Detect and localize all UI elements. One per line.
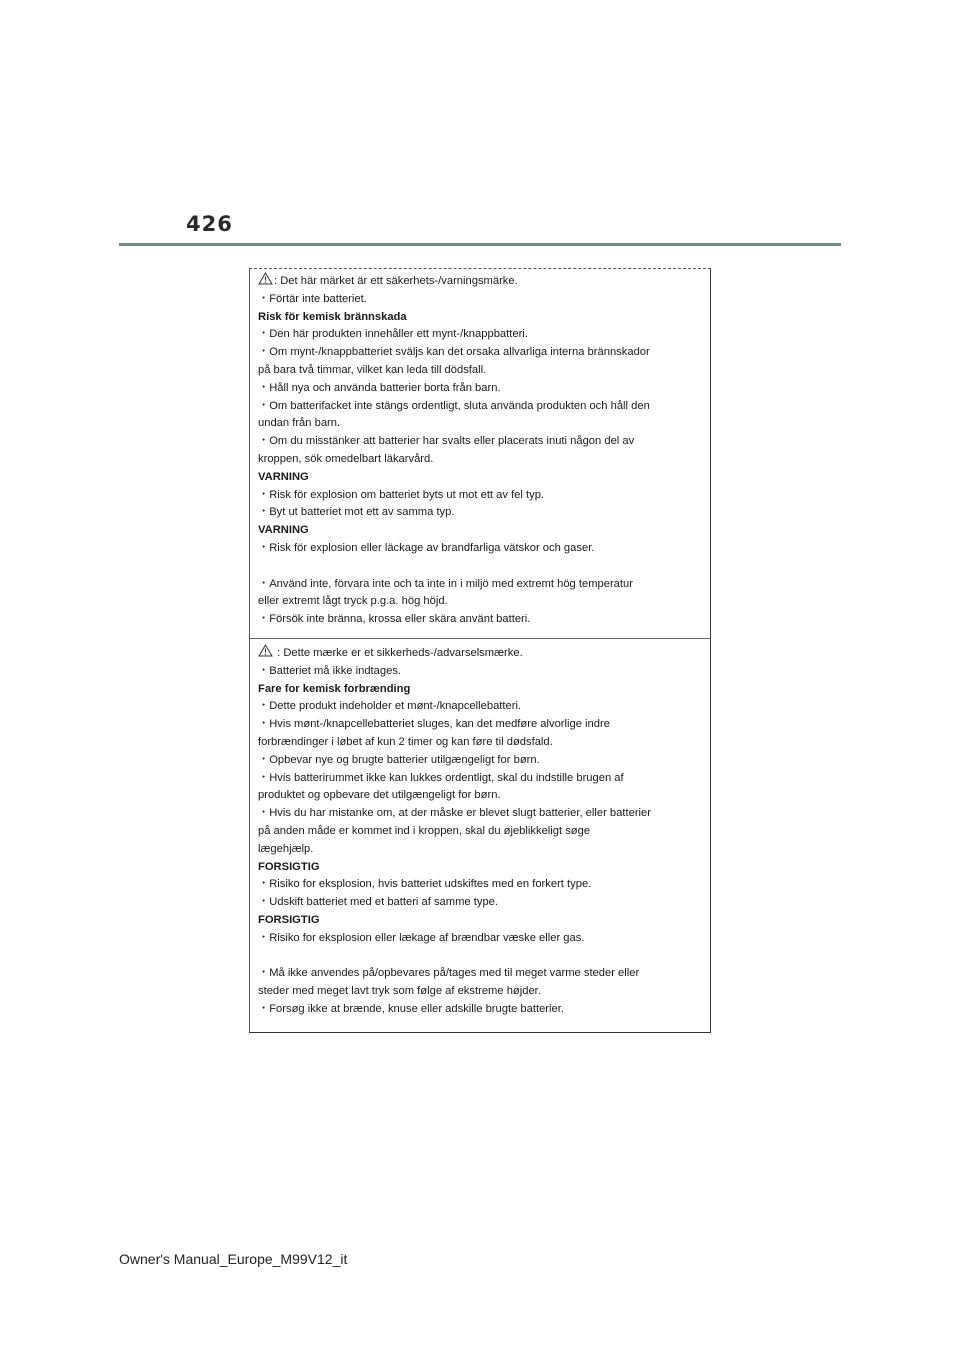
warning-text-line xyxy=(258,326,698,344)
warning-text-line xyxy=(258,805,698,823)
line-text: VARNING xyxy=(258,524,309,537)
warning-triangle-icon xyxy=(258,272,273,285)
line-text: FORSIGTIG xyxy=(258,860,320,873)
line-text: ・Udskift batteriet med et batteri af samme type. xyxy=(258,896,499,909)
line-text: ・Byt ut batteriet mot ett av samma typ. xyxy=(258,506,455,519)
line-text: ・Risiko for eksplosion eller lækage af brændbar væske eller gas. xyxy=(258,931,585,944)
warning-text-line xyxy=(258,930,698,948)
line-text: ・Håll nya och använda batterier borta från barn. xyxy=(258,381,501,394)
line-text: steder med meget lavt tryk som følge af ekstreme højder. xyxy=(258,985,541,998)
warning-text-line xyxy=(258,698,698,716)
swedish-warning-section xyxy=(258,272,698,629)
line-text: lægehjælp. xyxy=(258,842,314,855)
warning-text-line xyxy=(258,380,698,398)
box-bottom-border xyxy=(249,1032,711,1033)
header-rule xyxy=(119,243,841,246)
warning-text-line xyxy=(258,344,698,362)
warning-text-line xyxy=(258,716,698,734)
warning-text-line xyxy=(258,752,698,770)
warning-text-line xyxy=(258,362,698,380)
warning-text-line xyxy=(258,823,698,841)
line-text: ・Hvis du har mistanke om, at der måske er blevet slugt batterier, eller batterier xyxy=(258,807,651,820)
line-text: ・Om batterifacket inte stängs ordentligt, sluta använda produkten och håll den xyxy=(258,399,650,412)
warning-text-line xyxy=(258,983,698,1001)
line-text: eller extremt lågt tryck p.g.a. hög höjd. xyxy=(258,595,448,608)
warning-text-line xyxy=(258,770,698,788)
line-text: ・Risk för explosion eller läckage av brandfarliga vätskor och gaser. xyxy=(258,541,595,554)
line-text: ・Om du misstänker att batterier har svalts eller placerats inuti någon del av xyxy=(258,435,635,448)
warning-heading xyxy=(258,912,698,930)
warning-text-line xyxy=(258,876,698,894)
line-text: ・Hvis mønt-/knapcellebatteriet sluges, kan det medføre alvorlige indre xyxy=(258,718,610,731)
warning-text-line xyxy=(258,272,698,291)
warning-text-line xyxy=(258,841,698,859)
line-text: ・Risk för explosion om batteriet byts ut mot ett av fel typ. xyxy=(258,488,545,501)
warning-text-line xyxy=(258,593,698,611)
warning-text-line xyxy=(258,734,698,752)
warning-heading xyxy=(258,522,698,540)
warning-text-line xyxy=(258,787,698,805)
warning-text-line xyxy=(258,415,698,433)
line-text: ・Förtär inte batteriet. xyxy=(258,292,367,305)
line-text: ・Forsøg ikke at brænde, knuse eller adskille brugte batterier. xyxy=(258,1002,564,1015)
warning-heading xyxy=(258,469,698,487)
warning-text-line xyxy=(258,291,698,309)
warning-text-line xyxy=(258,894,698,912)
warning-text-line xyxy=(258,398,698,416)
line-text: : Det här märket är ett säkerhets-/varningsmärke. xyxy=(274,275,518,287)
warning-text-line xyxy=(258,965,698,983)
paragraph-gap xyxy=(258,558,698,576)
line-text: VARNING xyxy=(258,470,309,483)
line-text: undan från barn. xyxy=(258,417,341,430)
warning-text-line xyxy=(258,504,698,522)
line-text: ・Opbevar nye og brugte batterier utilgængeligt for børn. xyxy=(258,753,540,766)
paragraph-gap xyxy=(258,948,698,966)
line-text: produktet og opbevare det utilgængeligt for børn. xyxy=(258,789,501,802)
warning-text-line xyxy=(258,540,698,558)
footer-manual-id: Owner's Manual_Europe_M99V12_it xyxy=(119,1251,348,1267)
warning-text-line xyxy=(258,487,698,505)
line-text: ・Risiko for eksplosion, hvis batteriet udskiftes med en forkert type. xyxy=(258,878,592,891)
line-text: på bara två timmar, vilket kan leda till dödsfall. xyxy=(258,363,487,376)
line-text: ・Dette produkt indeholder et mønt-/knapcellebatteri. xyxy=(258,700,522,713)
warning-text-line xyxy=(258,611,698,629)
box-top-border xyxy=(249,268,711,269)
warning-text-line xyxy=(258,1001,698,1019)
warning-heading xyxy=(258,681,698,699)
page-number: 426 xyxy=(186,212,233,236)
warning-text-line xyxy=(258,451,698,469)
line-text: : Dette mærke er et sikkerheds-/advarselsmærke. xyxy=(274,647,523,659)
line-text: på anden måde er kommet ind i kroppen, skal du øjeblikkeligt søge xyxy=(258,824,591,837)
line-text: Fare for kemisk forbrænding xyxy=(258,682,411,695)
line-text: ・Må ikke anvendes på/opbevares på/tages med til meget varme steder eller xyxy=(258,967,640,980)
line-text: ・Om mynt-/knappbatteriet sväljs kan det orsaka allvarliga interna brännskador xyxy=(258,346,650,359)
line-text: Risk för kemisk brännskada xyxy=(258,310,407,323)
line-text: ・Försök inte bränna, krossa eller skära använt batteri. xyxy=(258,613,531,626)
line-text: ・Hvis batterirummet ikke kan lukkes ordentligt, skal du indstille brugen af xyxy=(258,771,624,784)
warning-text-line xyxy=(258,644,698,663)
danish-warning-section xyxy=(258,644,698,1019)
warning-text-line xyxy=(258,663,698,681)
warning-heading xyxy=(258,309,698,327)
warning-heading xyxy=(258,859,698,877)
line-text: ・Den här produkten innehåller ett mynt-/knappbatteri. xyxy=(258,328,528,341)
line-text: ・Batteriet må ikke indtages. xyxy=(258,664,402,677)
line-text: ・Använd inte, förvara inte och ta inte in i miljö med extremt hög temperatur xyxy=(258,577,633,590)
warning-text-line xyxy=(258,576,698,594)
line-text: forbrændinger i løbet af kun 2 timer og kan føre til dødsfald. xyxy=(258,735,553,748)
line-text: FORSIGTIG xyxy=(258,913,320,926)
warning-triangle-icon xyxy=(258,644,273,657)
line-text: kroppen, sök omedelbart läkarvård. xyxy=(258,452,434,465)
warning-text-line xyxy=(258,433,698,451)
section-divider xyxy=(249,638,711,639)
